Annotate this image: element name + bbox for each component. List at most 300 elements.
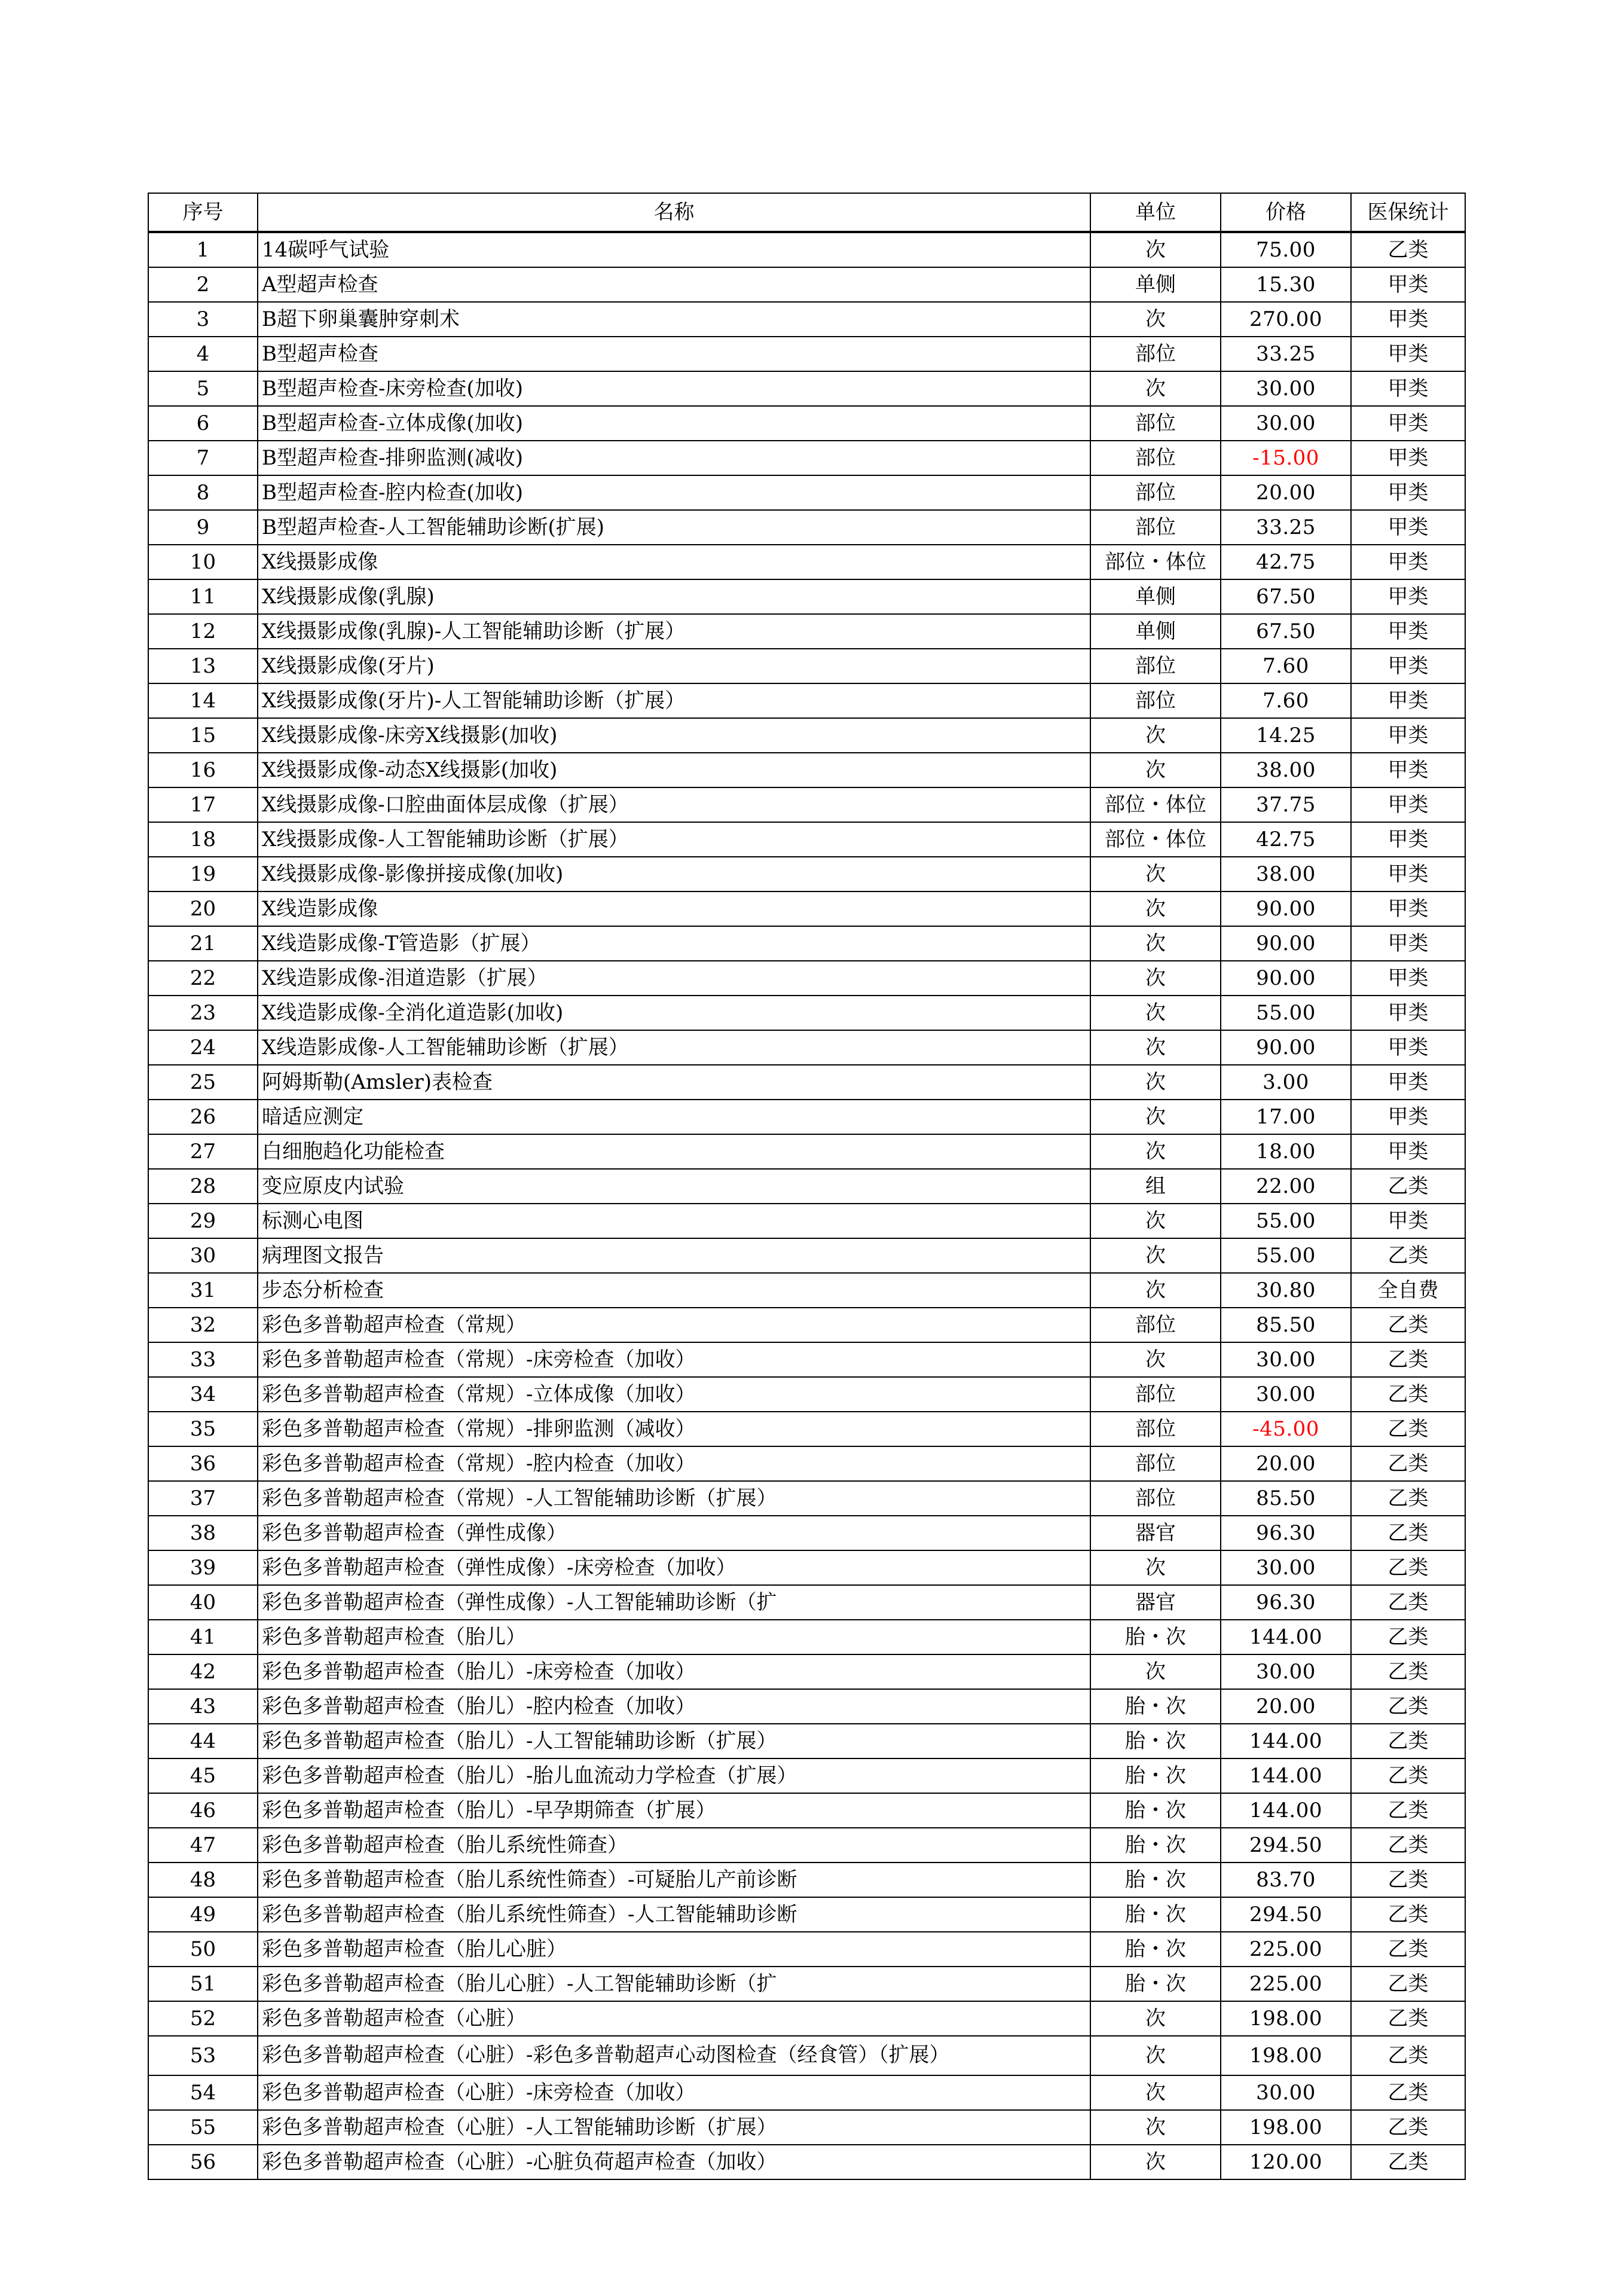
cell-unit: 部位 (1090, 1412, 1221, 1446)
cell-unit: 胎・次 (1090, 1724, 1221, 1758)
table-row (148, 1065, 1465, 1100)
cell-unit: 胎・次 (1090, 1793, 1221, 1828)
cell-price: 22.00 (1221, 1169, 1351, 1204)
cell-unit: 部位 (1090, 406, 1221, 441)
cell-unit: 单侧 (1090, 614, 1221, 649)
cell-price: 96.30 (1221, 1516, 1351, 1550)
cell-index: 53 (148, 2036, 258, 2075)
cell-price: 20.00 (1221, 475, 1351, 510)
table-row (148, 614, 1465, 649)
cell-name: 彩色多普勒超声检查（弹性成像）-人工智能辅助诊断（扩 (258, 1585, 1090, 1620)
table-row (148, 267, 1465, 302)
table-row (148, 475, 1465, 510)
cell-insurance: 甲类 (1351, 475, 1465, 510)
cell-index: 43 (148, 1689, 258, 1724)
cell-insurance: 乙类 (1351, 1238, 1465, 1273)
cell-insurance: 甲类 (1351, 579, 1465, 614)
cell-index: 48 (148, 1863, 258, 1897)
cell-unit: 次 (1090, 1100, 1221, 1134)
cell-index: 49 (148, 1897, 258, 1932)
cell-index: 50 (148, 1932, 258, 1967)
cell-unit: 部位 (1090, 649, 1221, 683)
cell-price: 90.00 (1221, 1030, 1351, 1065)
cell-unit: 胎・次 (1090, 1828, 1221, 1863)
cell-insurance: 甲类 (1351, 267, 1465, 302)
cell-unit: 次 (1090, 926, 1221, 961)
cell-name: B型超声检查-排卵监测(减收) (258, 441, 1090, 475)
cell-unit: 胎・次 (1090, 1897, 1221, 1932)
cell-name: B型超声检查-床旁检查(加收) (258, 371, 1090, 406)
cell-insurance: 甲类 (1351, 614, 1465, 649)
cell-unit: 次 (1090, 753, 1221, 787)
table-row (148, 1481, 1465, 1516)
cell-price: 144.00 (1221, 1758, 1351, 1793)
cell-name: 彩色多普勒超声检查（胎儿心脏） (258, 1932, 1090, 1967)
column-header-price: 价格 (1221, 193, 1351, 232)
cell-unit: 次 (1090, 2110, 1221, 2145)
cell-price: 90.00 (1221, 961, 1351, 996)
cell-index: 17 (148, 787, 258, 822)
cell-price: 90.00 (1221, 926, 1351, 961)
cell-name: X线造影成像 (258, 891, 1090, 926)
cell-index: 34 (148, 1377, 258, 1412)
cell-unit: 次 (1090, 232, 1221, 267)
table-row (148, 371, 1465, 406)
cell-insurance: 甲类 (1351, 961, 1465, 996)
cell-name: 彩色多普勒超声检查（心脏）-床旁检查（加收） (258, 2075, 1090, 2110)
cell-index: 26 (148, 1100, 258, 1134)
cell-insurance: 乙类 (1351, 1897, 1465, 1932)
cell-unit: 部位・体位 (1090, 545, 1221, 579)
cell-price: 294.50 (1221, 1897, 1351, 1932)
cell-insurance: 甲类 (1351, 683, 1465, 718)
cell-price: 14.25 (1221, 718, 1351, 753)
cell-index: 47 (148, 1828, 258, 1863)
cell-insurance: 甲类 (1351, 787, 1465, 822)
table-row (148, 857, 1465, 891)
cell-insurance: 甲类 (1351, 996, 1465, 1030)
cell-index: 28 (148, 1169, 258, 1204)
cell-price: 55.00 (1221, 1204, 1351, 1238)
cell-index: 2 (148, 267, 258, 302)
cell-price: 30.00 (1221, 371, 1351, 406)
cell-name: 彩色多普勒超声检查（胎儿）-人工智能辅助诊断（扩展） (258, 1724, 1090, 1758)
cell-price: 33.25 (1221, 337, 1351, 371)
cell-price: 42.75 (1221, 545, 1351, 579)
cell-unit: 部位 (1090, 441, 1221, 475)
cell-index: 22 (148, 961, 258, 996)
table-row (148, 1585, 1465, 1620)
table-row (148, 302, 1465, 337)
table-row (148, 406, 1465, 441)
cell-price: 144.00 (1221, 1620, 1351, 1654)
cell-unit: 次 (1090, 1134, 1221, 1169)
cell-unit: 胎・次 (1090, 1863, 1221, 1897)
table-row (148, 232, 1465, 267)
cell-price: 7.60 (1221, 683, 1351, 718)
cell-name: 阿姆斯勒(Amsler)表检查 (258, 1065, 1090, 1100)
table-row (148, 1620, 1465, 1654)
cell-name: X线造影成像-全消化道造影(加收) (258, 996, 1090, 1030)
cell-insurance: 甲类 (1351, 1204, 1465, 1238)
cell-price: 55.00 (1221, 1238, 1351, 1273)
table-row (148, 649, 1465, 683)
cell-name: X线摄影成像-口腔曲面体层成像（扩展） (258, 787, 1090, 822)
cell-index: 18 (148, 822, 258, 857)
cell-price: 55.00 (1221, 996, 1351, 1030)
cell-name: 彩色多普勒超声检查（常规）-腔内检查（加收） (258, 1446, 1090, 1481)
table-row (148, 1967, 1465, 2001)
table-row (148, 1100, 1465, 1134)
cell-name: 彩色多普勒超声检查（胎儿）-床旁检查（加收） (258, 1654, 1090, 1689)
cell-unit: 部位 (1090, 1481, 1221, 1516)
column-header-index: 序号 (148, 193, 258, 232)
cell-name: 彩色多普勒超声检查（常规） (258, 1308, 1090, 1342)
table-row (148, 1134, 1465, 1169)
cell-price: 198.00 (1221, 2036, 1351, 2075)
cell-name: X线摄影成像-动态X线摄影(加收) (258, 753, 1090, 787)
cell-index: 21 (148, 926, 258, 961)
cell-name: 标测心电图 (258, 1204, 1090, 1238)
cell-index: 13 (148, 649, 258, 683)
cell-price: 225.00 (1221, 1932, 1351, 1967)
cell-insurance: 甲类 (1351, 1100, 1465, 1134)
cell-index: 4 (148, 337, 258, 371)
cell-index: 27 (148, 1134, 258, 1169)
cell-insurance: 乙类 (1351, 1654, 1465, 1689)
cell-unit: 次 (1090, 1238, 1221, 1273)
cell-name: 彩色多普勒超声检查（胎儿心脏）-人工智能辅助诊断（扩 (258, 1967, 1090, 2001)
cell-index: 12 (148, 614, 258, 649)
cell-unit: 次 (1090, 371, 1221, 406)
cell-unit: 部位 (1090, 475, 1221, 510)
cell-name: 彩色多普勒超声检查（胎儿系统性筛查）-人工智能辅助诊断 (258, 1897, 1090, 1932)
table-row (148, 961, 1465, 996)
cell-unit: 部位 (1090, 510, 1221, 545)
cell-insurance: 乙类 (1351, 1793, 1465, 1828)
cell-index: 32 (148, 1308, 258, 1342)
table-row (148, 2036, 1465, 2075)
cell-name: X线造影成像-泪道造影（扩展） (258, 961, 1090, 996)
cell-price: -45.00 (1221, 1412, 1351, 1446)
table-row (148, 822, 1465, 857)
cell-price: 144.00 (1221, 1724, 1351, 1758)
table-row (148, 579, 1465, 614)
table-row (148, 545, 1465, 579)
cell-name: 彩色多普勒超声检查（常规）-排卵监测（减收） (258, 1412, 1090, 1446)
cell-insurance: 甲类 (1351, 891, 1465, 926)
cell-price: 67.50 (1221, 614, 1351, 649)
cell-unit: 单侧 (1090, 267, 1221, 302)
cell-index: 39 (148, 1550, 258, 1585)
table-row (148, 1446, 1465, 1481)
cell-index: 1 (148, 232, 258, 267)
cell-insurance: 甲类 (1351, 857, 1465, 891)
cell-name: 白细胞趋化功能检查 (258, 1134, 1090, 1169)
cell-insurance: 乙类 (1351, 1828, 1465, 1863)
table-row (148, 996, 1465, 1030)
cell-price: 144.00 (1221, 1793, 1351, 1828)
cell-insurance: 乙类 (1351, 1932, 1465, 1967)
cell-insurance: 甲类 (1351, 441, 1465, 475)
cell-index: 37 (148, 1481, 258, 1516)
cell-index: 7 (148, 441, 258, 475)
cell-name: 彩色多普勒超声检查（心脏）-彩色多普勒超声心动图检查（经食管）（扩展） (258, 2036, 1090, 2075)
cell-name: X线摄影成像-床旁X线摄影(加收) (258, 718, 1090, 753)
cell-unit: 部位・体位 (1090, 822, 1221, 857)
cell-name: 病理图文报告 (258, 1238, 1090, 1273)
cell-unit: 胎・次 (1090, 1967, 1221, 2001)
cell-price: 30.00 (1221, 1550, 1351, 1585)
cell-index: 5 (148, 371, 258, 406)
cell-name: B型超声检查 (258, 337, 1090, 371)
table-row (148, 1724, 1465, 1758)
table-row (148, 1516, 1465, 1550)
cell-insurance: 甲类 (1351, 1134, 1465, 1169)
table-row (148, 2145, 1465, 2179)
cell-unit: 部位 (1090, 1446, 1221, 1481)
table-row (148, 891, 1465, 926)
cell-name: B超下卵巢囊肿穿刺术 (258, 302, 1090, 337)
cell-index: 14 (148, 683, 258, 718)
table-row (148, 787, 1465, 822)
cell-insurance: 乙类 (1351, 1724, 1465, 1758)
cell-insurance: 乙类 (1351, 2036, 1465, 2075)
cell-index: 29 (148, 1204, 258, 1238)
cell-insurance: 乙类 (1351, 1967, 1465, 2001)
table-row (148, 1377, 1465, 1412)
cell-price: 15.30 (1221, 267, 1351, 302)
cell-unit: 次 (1090, 1030, 1221, 1065)
table-row (148, 1932, 1465, 1967)
cell-index: 25 (148, 1065, 258, 1100)
cell-unit: 部位 (1090, 337, 1221, 371)
cell-name: 彩色多普勒超声检查（胎儿）-腔内检查（加收） (258, 1689, 1090, 1724)
cell-insurance: 乙类 (1351, 1481, 1465, 1516)
cell-insurance: 甲类 (1351, 302, 1465, 337)
table-row (148, 337, 1465, 371)
table-row (148, 1412, 1465, 1446)
column-header-unit: 单位 (1090, 193, 1221, 232)
cell-insurance: 甲类 (1351, 406, 1465, 441)
cell-index: 6 (148, 406, 258, 441)
cell-unit: 器官 (1090, 1585, 1221, 1620)
cell-index: 31 (148, 1273, 258, 1308)
cell-unit: 次 (1090, 1273, 1221, 1308)
cell-index: 3 (148, 302, 258, 337)
cell-name: 彩色多普勒超声检查（胎儿系统性筛查）-可疑胎儿产前诊断 (258, 1863, 1090, 1897)
cell-unit: 次 (1090, 2036, 1221, 2075)
cell-index: 41 (148, 1620, 258, 1654)
cell-name: X线摄影成像-影像拼接成像(加收) (258, 857, 1090, 891)
cell-name: A型超声检查 (258, 267, 1090, 302)
cell-insurance: 乙类 (1351, 1446, 1465, 1481)
cell-unit: 次 (1090, 302, 1221, 337)
cell-price: 294.50 (1221, 1828, 1351, 1863)
cell-price: 30.00 (1221, 1342, 1351, 1377)
cell-insurance: 甲类 (1351, 718, 1465, 753)
cell-insurance: 乙类 (1351, 2110, 1465, 2145)
cell-index: 16 (148, 753, 258, 787)
cell-price: 30.00 (1221, 406, 1351, 441)
cell-unit: 次 (1090, 1204, 1221, 1238)
cell-index: 24 (148, 1030, 258, 1065)
cell-price: 3.00 (1221, 1065, 1351, 1100)
cell-name: B型超声检查-人工智能辅助诊断(扩展) (258, 510, 1090, 545)
cell-price: 75.00 (1221, 232, 1351, 267)
cell-price: 90.00 (1221, 891, 1351, 926)
cell-insurance: 乙类 (1351, 1342, 1465, 1377)
cell-insurance: 乙类 (1351, 1308, 1465, 1342)
cell-name: 彩色多普勒超声检查（心脏）-心脏负荷超声检查（加收） (258, 2145, 1090, 2179)
cell-unit: 次 (1090, 961, 1221, 996)
cell-insurance: 乙类 (1351, 1585, 1465, 1620)
cell-insurance: 甲类 (1351, 822, 1465, 857)
cell-insurance: 乙类 (1351, 1169, 1465, 1204)
cell-index: 56 (148, 2145, 258, 2179)
cell-price: 30.00 (1221, 2075, 1351, 2110)
cell-insurance: 乙类 (1351, 1758, 1465, 1793)
cell-name: 彩色多普勒超声检查（常规）-立体成像（加收） (258, 1377, 1090, 1412)
cell-name: 彩色多普勒超声检查（弹性成像）-床旁检查（加收） (258, 1550, 1090, 1585)
cell-price: 198.00 (1221, 2110, 1351, 2145)
cell-price: 42.75 (1221, 822, 1351, 857)
cell-price: 198.00 (1221, 2001, 1351, 2036)
cell-unit: 胎・次 (1090, 1620, 1221, 1654)
cell-price: 67.50 (1221, 579, 1351, 614)
table-row (148, 1238, 1465, 1273)
cell-insurance: 乙类 (1351, 2145, 1465, 2179)
column-header-name: 名称 (258, 193, 1090, 232)
table-row (148, 1793, 1465, 1828)
table-row (148, 1897, 1465, 1932)
cell-unit: 次 (1090, 1065, 1221, 1100)
cell-index: 40 (148, 1585, 258, 1620)
cell-insurance: 乙类 (1351, 1689, 1465, 1724)
table-row (148, 1654, 1465, 1689)
cell-price: 85.50 (1221, 1481, 1351, 1516)
cell-name: 彩色多普勒超声检查（胎儿系统性筛查） (258, 1828, 1090, 1863)
table-body (148, 232, 1465, 2179)
cell-index: 23 (148, 996, 258, 1030)
cell-name: 暗适应测定 (258, 1100, 1090, 1134)
cell-insurance: 乙类 (1351, 1412, 1465, 1446)
cell-name: X线摄影成像 (258, 545, 1090, 579)
cell-price: 20.00 (1221, 1446, 1351, 1481)
cell-price: 18.00 (1221, 1134, 1351, 1169)
cell-insurance: 甲类 (1351, 510, 1465, 545)
table-row (148, 2110, 1465, 2145)
cell-price: 83.70 (1221, 1863, 1351, 1897)
cell-unit: 次 (1090, 857, 1221, 891)
cell-name: 彩色多普勒超声检查（心脏） (258, 2001, 1090, 2036)
cell-name: X线摄影成像-人工智能辅助诊断（扩展） (258, 822, 1090, 857)
cell-name: 彩色多普勒超声检查（胎儿） (258, 1620, 1090, 1654)
cell-unit: 次 (1090, 2075, 1221, 2110)
cell-index: 52 (148, 2001, 258, 2036)
table-header-row (148, 193, 1465, 232)
cell-insurance: 甲类 (1351, 337, 1465, 371)
cell-insurance: 甲类 (1351, 1065, 1465, 1100)
cell-insurance: 全自费 (1351, 1273, 1465, 1308)
table-row (148, 510, 1465, 545)
cell-name: 步态分析检查 (258, 1273, 1090, 1308)
cell-index: 30 (148, 1238, 258, 1273)
cell-insurance: 甲类 (1351, 371, 1465, 406)
cell-insurance: 乙类 (1351, 1550, 1465, 1585)
cell-price: 20.00 (1221, 1689, 1351, 1724)
cell-index: 51 (148, 1967, 258, 2001)
cell-name: X线摄影成像(乳腺) (258, 579, 1090, 614)
cell-index: 20 (148, 891, 258, 926)
cell-unit: 部位 (1090, 683, 1221, 718)
cell-price: 30.00 (1221, 1654, 1351, 1689)
cell-price: 96.30 (1221, 1585, 1351, 1620)
cell-price: 38.00 (1221, 753, 1351, 787)
cell-insurance: 乙类 (1351, 1377, 1465, 1412)
table-row (148, 718, 1465, 753)
cell-index: 44 (148, 1724, 258, 1758)
cell-unit: 组 (1090, 1169, 1221, 1204)
cell-insurance: 甲类 (1351, 1030, 1465, 1065)
cell-unit: 次 (1090, 2145, 1221, 2179)
cell-unit: 器官 (1090, 1516, 1221, 1550)
table-row (148, 2075, 1465, 2110)
cell-unit: 胎・次 (1090, 1689, 1221, 1724)
cell-index: 19 (148, 857, 258, 891)
cell-price: -15.00 (1221, 441, 1351, 475)
cell-price: 17.00 (1221, 1100, 1351, 1134)
table-row (148, 926, 1465, 961)
cell-name: B型超声检查-腔内检查(加收) (258, 475, 1090, 510)
cell-index: 11 (148, 579, 258, 614)
table-row (148, 1030, 1465, 1065)
cell-index: 55 (148, 2110, 258, 2145)
cell-name: X线造影成像-T管造影（扩展） (258, 926, 1090, 961)
cell-insurance: 乙类 (1351, 2001, 1465, 2036)
cell-index: 15 (148, 718, 258, 753)
table-row (148, 1342, 1465, 1377)
cell-name: X线摄影成像(牙片)-人工智能辅助诊断（扩展） (258, 683, 1090, 718)
table-row (148, 753, 1465, 787)
cell-index: 8 (148, 475, 258, 510)
table-row (148, 1758, 1465, 1793)
cell-unit: 部位 (1090, 1377, 1221, 1412)
cell-name: 彩色多普勒超声检查（常规）-床旁检查（加收） (258, 1342, 1090, 1377)
cell-insurance: 甲类 (1351, 545, 1465, 579)
cell-unit: 次 (1090, 718, 1221, 753)
table-row (148, 1689, 1465, 1724)
cell-insurance: 乙类 (1351, 1863, 1465, 1897)
cell-unit: 部位・体位 (1090, 787, 1221, 822)
cell-index: 35 (148, 1412, 258, 1446)
cell-insurance: 乙类 (1351, 1516, 1465, 1550)
table-row (148, 683, 1465, 718)
medical-price-table (148, 193, 1466, 2180)
cell-index: 10 (148, 545, 258, 579)
table-row (148, 441, 1465, 475)
cell-price: 37.75 (1221, 787, 1351, 822)
cell-name: 彩色多普勒超声检查（胎儿）-早孕期筛查（扩展） (258, 1793, 1090, 1828)
cell-insurance: 甲类 (1351, 926, 1465, 961)
table-row (148, 1308, 1465, 1342)
cell-name: X线造影成像-人工智能辅助诊断（扩展） (258, 1030, 1090, 1065)
cell-name: 彩色多普勒超声检查（胎儿）-胎儿血流动力学检查（扩展） (258, 1758, 1090, 1793)
cell-index: 42 (148, 1654, 258, 1689)
cell-name: X线摄影成像(牙片) (258, 649, 1090, 683)
cell-price: 85.50 (1221, 1308, 1351, 1342)
cell-unit: 次 (1090, 1654, 1221, 1689)
